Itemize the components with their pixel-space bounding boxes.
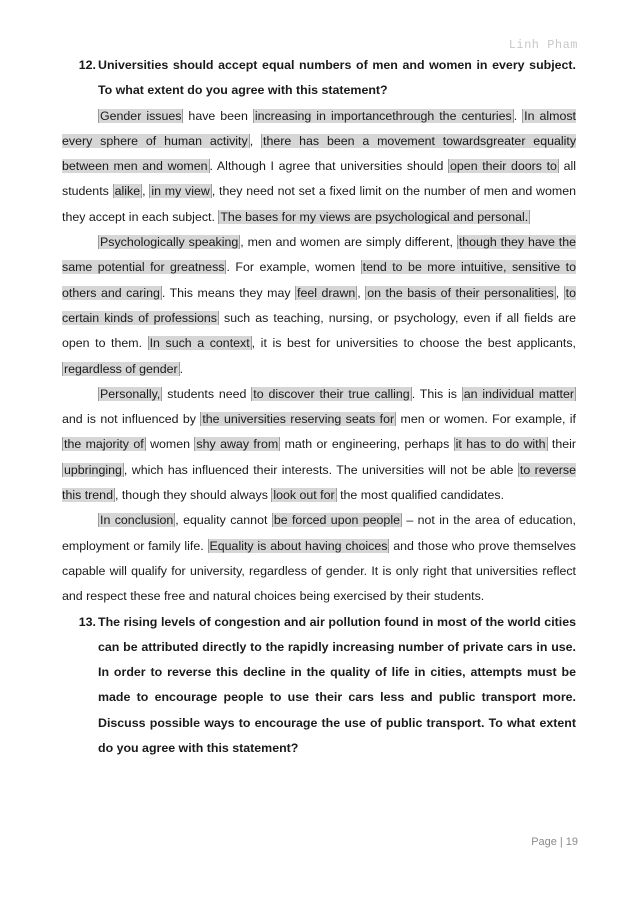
highlighted-phrase: though they have the same potential for greatness [62, 235, 576, 275]
text-run: , though they should always [114, 488, 272, 503]
text-run: men or women. For example, if [396, 412, 576, 427]
text-run: . This means they may [161, 285, 296, 300]
text-run: , equality cannot [175, 513, 272, 528]
essay-paragraph-personal [62, 382, 576, 508]
question-text: The rising levels of congestion and air pollution found in most of the world cities can be attributed directly to the rapidly increasing number of private cars in use. In order to reverse this decline in the quality of life in cities, attempts must be made to encourage people to use their cars less and public transport more. Discuss possible ways to encourage the use of public transport. To what extent do you agree with this statement? [98, 614, 576, 756]
text-run: such as teaching, nursing, or psychology, even if all fields are open to them. [62, 310, 576, 351]
highlighted-phrase: in my view [151, 184, 210, 199]
essay-content [62, 53, 576, 761]
text-run: , [249, 133, 262, 148]
highlighted-phrase: look out for [273, 488, 335, 503]
highlighted-phrase: Personally, [100, 386, 161, 401]
text-run: all students [62, 159, 576, 199]
essay-paragraph-conclusion [62, 508, 576, 609]
highlighted-phrase: an individual matter [463, 386, 575, 401]
footer-separator: | [559, 836, 563, 848]
highlighted-phrase: it has to do with [455, 437, 546, 452]
text-run: the most qualified candidates. [336, 488, 505, 503]
page-number: 19 [565, 836, 578, 848]
highlighted-phrase: feel drawn [297, 285, 356, 300]
highlighted-phrase: be forced upon people [273, 513, 400, 528]
highlighted-phrase: In such a context [149, 336, 250, 351]
essay-paragraph-intro [62, 104, 576, 230]
text-run: . [513, 108, 523, 123]
text-run: , it is best for universities to choose the best applicants, [251, 336, 576, 351]
text-run: . This is [411, 386, 462, 401]
highlighted-phrase: to certain kinds of professions [62, 285, 576, 325]
highlighted-phrase: regardless of gender [64, 361, 178, 376]
highlighted-phrase: open their doors to [450, 159, 557, 174]
text-run: . Although I agree that universities should [209, 159, 449, 174]
highlighted-phrase: there has been a movement towardsgreater equality between men and women [62, 133, 577, 174]
highlighted-phrase: to reverse this trend [62, 462, 576, 503]
text-run: math or engineering, perhaps [280, 437, 454, 452]
page-label: Page [531, 836, 557, 848]
question-text: Universities should accept equal numbers of men and women in every subject. To what extent do you agree with this statement? [98, 58, 576, 98]
text-run: , men and women are simply different, [240, 235, 457, 250]
page-footer [531, 836, 578, 848]
highlighted-phrase: shy away from [196, 437, 279, 452]
text-run: , [555, 285, 564, 300]
highlighted-phrase: on the basis of their personalities [367, 285, 554, 300]
question-12 [62, 53, 576, 104]
highlighted-phrase: The bases for my views are psychological and personal. [220, 209, 529, 224]
text-run: students need [162, 386, 252, 401]
text-run: . [179, 361, 184, 376]
highlighted-phrase: to discover their true calling [253, 386, 410, 401]
highlighted-phrase: In conclusion [100, 513, 174, 528]
highlighted-phrase: upbringing [64, 462, 122, 477]
text-run: , [357, 285, 366, 300]
highlighted-phrase: alike [114, 184, 141, 199]
text-run: – not in the area of education, employment or family life. [62, 513, 577, 553]
question-number: 12. [78, 58, 96, 72]
highlighted-phrase: tend to be more intuitive, sensitive to others and caring [62, 260, 576, 300]
highlighted-phrase: In almost every sphere of human activity [62, 108, 576, 148]
text-run: and those who prove themselves capable will qualify for university, regardless of gender. It is only right that universities reflect and respect these free and natural choices being exercised by their students. [62, 538, 576, 604]
text-run: and is not influenced by [62, 412, 201, 427]
text-run: , they need not set a fixed limit on the number of men and women they accept in each subject. [62, 184, 576, 224]
author-header: Linh Pham [508, 38, 578, 52]
highlighted-phrase: increasing in importancethrough the centuries [254, 108, 512, 123]
essay-paragraph-psychological [62, 230, 576, 382]
text-run: their [547, 437, 577, 452]
highlighted-phrase: the universities reserving seats for [202, 412, 395, 427]
text-run: . For example, women [226, 260, 361, 275]
highlighted-phrase: Gender issues [100, 108, 182, 123]
highlighted-phrase: the majority of [64, 437, 144, 452]
question-number: 13. [78, 614, 96, 629]
text-run: women [145, 437, 195, 452]
text-run: have been [183, 108, 253, 123]
question-13 [49, 610, 576, 762]
text-run: , [142, 184, 150, 199]
highlighted-phrase: Equality is about having choices [209, 538, 388, 553]
text-run: , which has influenced their interests. The universities will not be able [123, 462, 518, 477]
highlighted-phrase: Psychologically speaking [100, 235, 239, 250]
